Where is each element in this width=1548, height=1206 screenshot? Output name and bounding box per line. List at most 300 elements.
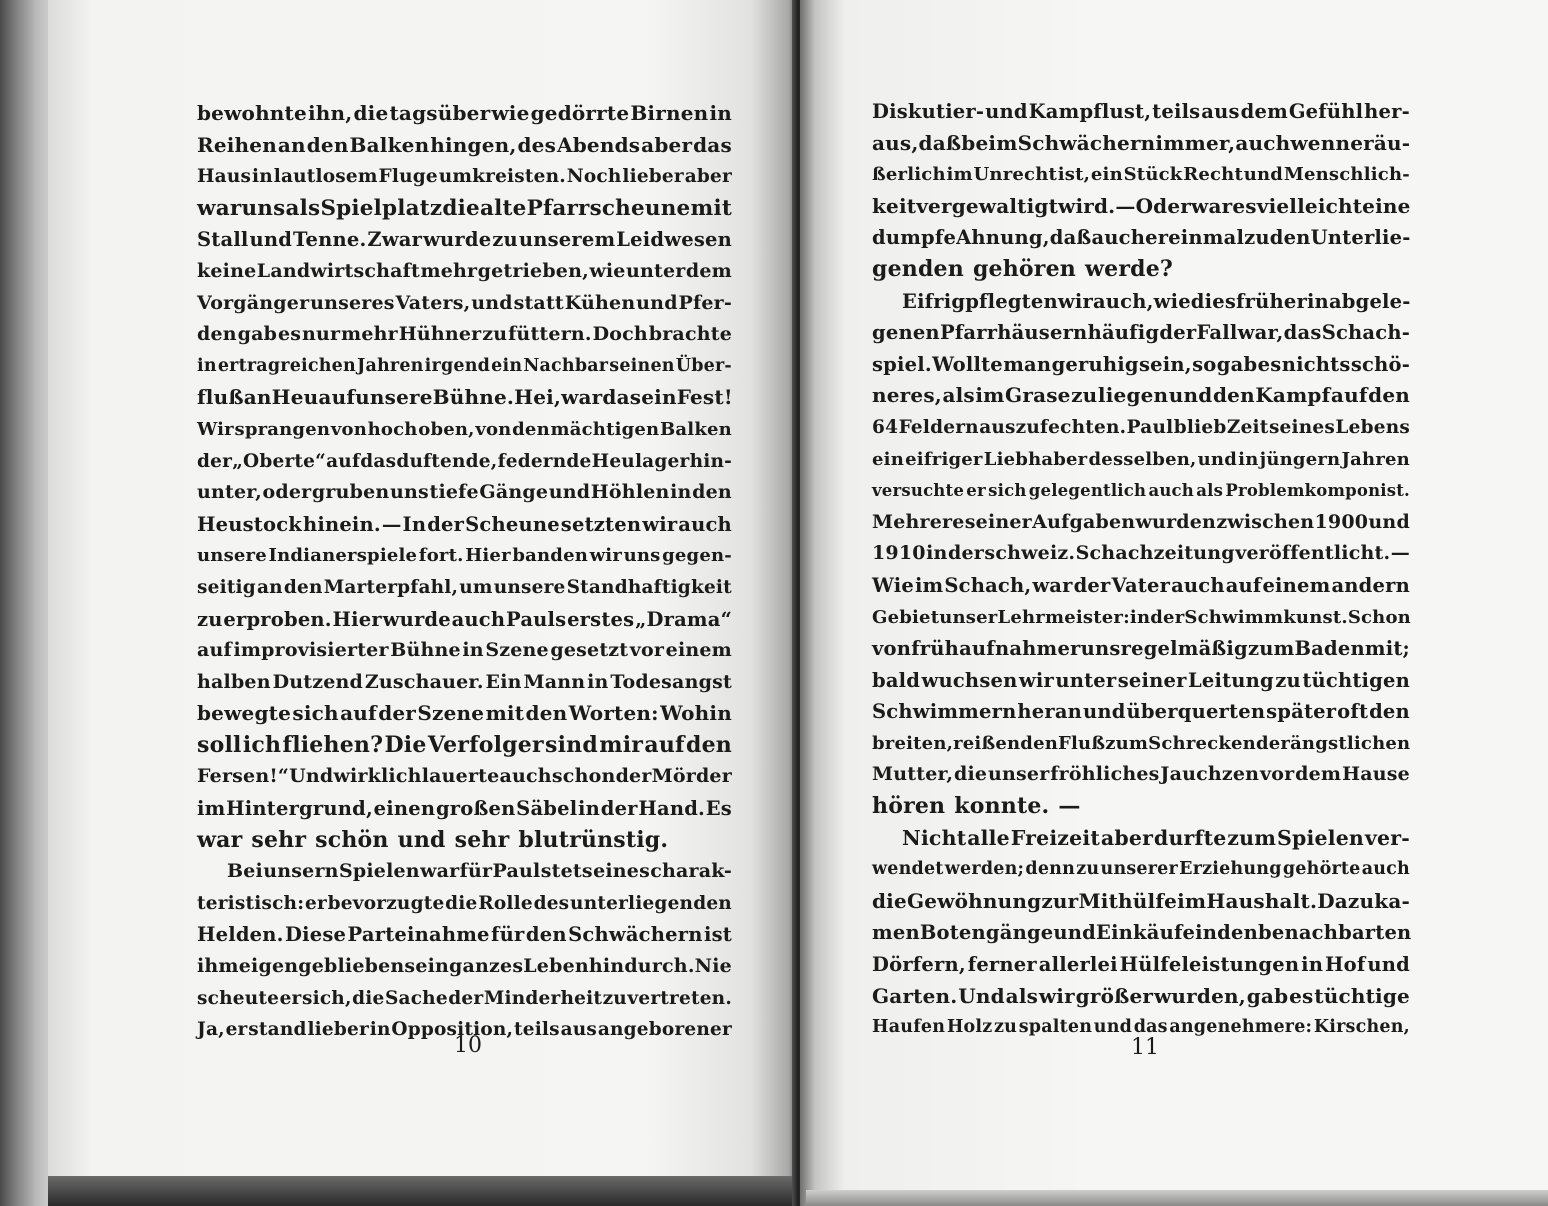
word: den — [525, 701, 568, 726]
word: alle — [967, 825, 1010, 850]
word: einem — [1262, 573, 1331, 597]
word: des — [517, 132, 557, 157]
word: in — [709, 101, 732, 125]
word: seiner — [964, 510, 1032, 533]
text-line — [872, 570, 1410, 602]
word: gegen- — [662, 545, 732, 567]
word: sehr — [454, 826, 510, 853]
word: Es — [705, 797, 732, 821]
word: — — [1115, 193, 1136, 218]
word: aber — [684, 166, 732, 188]
word: duftende, — [396, 450, 498, 472]
word: einem — [665, 639, 732, 662]
word: der — [1150, 606, 1185, 628]
word: der — [1073, 573, 1111, 597]
word: Bühne — [390, 639, 461, 662]
word: Mörder — [651, 765, 732, 788]
word: sich, — [302, 987, 352, 1009]
word: lautlosem — [273, 166, 378, 188]
word: Balken — [660, 418, 732, 440]
text-line — [872, 791, 1410, 823]
word: Noch — [566, 166, 622, 188]
word: im — [914, 573, 944, 597]
text-line — [197, 193, 732, 225]
word: auf — [959, 637, 995, 661]
word: spiel. — [872, 352, 932, 376]
word: Leitung — [1187, 668, 1274, 692]
word: auf — [318, 385, 356, 410]
word: Parteinahme — [347, 923, 490, 947]
text-line — [197, 98, 732, 130]
word: auf — [326, 450, 361, 472]
word: Pfer- — [678, 291, 732, 314]
word: und — [636, 291, 678, 314]
word: andern — [1331, 573, 1410, 597]
text-line — [197, 793, 732, 825]
word: Erziehung — [1179, 859, 1282, 880]
word: unter — [1055, 668, 1117, 692]
text-line — [197, 604, 732, 636]
word: sind — [545, 731, 598, 758]
word: seitig — [197, 576, 256, 598]
word: auch — [499, 765, 552, 788]
word: für — [491, 923, 525, 947]
word: Pfarrhäusern — [939, 321, 1088, 345]
word: Fluß — [1058, 732, 1106, 754]
word: dem — [685, 259, 732, 282]
text-line — [872, 412, 1410, 444]
word: in — [462, 639, 484, 662]
word: ka- — [1374, 888, 1410, 913]
word: genden — [872, 255, 964, 282]
word: häufig — [1087, 321, 1160, 345]
word: seiner — [1117, 668, 1187, 692]
word: Vaters, — [395, 291, 471, 314]
word: desselben, — [1088, 448, 1197, 470]
word: und — [1368, 510, 1410, 533]
word: wir — [589, 545, 623, 567]
word: angenehmere: — [1169, 1017, 1313, 1038]
word: zur — [1041, 888, 1079, 913]
word: charak- — [650, 860, 732, 883]
word: den — [525, 923, 567, 947]
word: die — [353, 101, 389, 125]
word: banden — [512, 545, 589, 567]
word: Eifrig — [902, 289, 966, 313]
word: mit — [485, 701, 525, 726]
word: wir — [1018, 668, 1054, 692]
word: Helden. — [197, 923, 284, 947]
word: irgend — [424, 355, 491, 376]
word: es — [1232, 193, 1257, 218]
word: Paul — [492, 860, 541, 883]
word: Nie — [694, 955, 732, 978]
word: sein — [404, 955, 450, 978]
word: in — [1238, 448, 1259, 470]
word: der — [427, 512, 465, 536]
word: bevorzugte — [327, 892, 445, 914]
word: in — [1301, 953, 1324, 977]
word: In — [402, 512, 427, 536]
word: überquerten — [1126, 700, 1266, 724]
word: Mehrere — [872, 510, 965, 533]
word: im — [197, 797, 226, 821]
word: füttern. — [508, 323, 592, 346]
word: den — [283, 576, 323, 598]
word: Schwächern — [1017, 130, 1156, 155]
word: Kampflust, — [1028, 100, 1152, 123]
left-page-bottom-shadow — [48, 1176, 796, 1206]
word: ein — [1090, 164, 1123, 186]
word: blieb — [1173, 416, 1227, 438]
text-line — [872, 475, 1410, 507]
word: den — [686, 731, 732, 758]
word: Doch — [592, 323, 648, 346]
word: und — [1197, 448, 1238, 470]
word: auf — [1225, 573, 1262, 597]
word: und — [1053, 921, 1096, 945]
word: er — [966, 481, 986, 501]
word: den — [1369, 700, 1410, 724]
word: einen — [373, 797, 436, 821]
word: Spielplatz — [320, 195, 443, 221]
text-line — [872, 380, 1410, 412]
text-line — [872, 222, 1410, 254]
word: die — [953, 763, 988, 786]
word: Wollte — [932, 352, 1003, 376]
word: den — [1368, 383, 1410, 408]
word: so — [1192, 352, 1217, 376]
word: Stall — [197, 228, 249, 252]
word: allerlei — [1038, 953, 1118, 977]
word: Todesangst — [610, 670, 732, 693]
word: fort. — [418, 545, 464, 567]
word: der — [448, 987, 484, 1009]
word: unsere — [493, 576, 566, 598]
word: aus — [1201, 100, 1240, 123]
text-line — [197, 919, 732, 951]
word: Wir — [197, 418, 234, 440]
word: in — [1306, 289, 1329, 313]
word: Die — [384, 731, 427, 758]
word: es — [1257, 352, 1282, 376]
word: uns — [241, 195, 286, 221]
word: wie — [1153, 289, 1191, 313]
word: Ahnung, — [956, 226, 1050, 250]
word: zu — [1244, 226, 1270, 250]
word: — — [381, 512, 402, 536]
word: veröffentlicht. — [1235, 542, 1391, 565]
word: versuchte — [872, 481, 965, 501]
text-line — [197, 288, 732, 320]
word: eines — [593, 860, 650, 883]
text-line — [872, 633, 1410, 665]
word: Stück — [1123, 164, 1183, 186]
word: sprangen — [234, 418, 331, 440]
word: dem — [1295, 763, 1342, 786]
word: abgele- — [1328, 289, 1411, 313]
word: angeborener — [597, 1019, 732, 1041]
word: unsere — [197, 545, 267, 567]
word: in — [1195, 921, 1218, 945]
word: „Oberte“ — [232, 450, 326, 472]
word: Menschlich- — [1283, 164, 1410, 186]
word: bald — [872, 668, 921, 692]
word: Zuschauer. — [364, 670, 484, 693]
word: federnde — [497, 450, 592, 472]
word: denn — [1025, 859, 1076, 880]
word: zum — [1227, 825, 1277, 850]
word: hingen, — [430, 132, 517, 157]
word: Mithülfe — [1078, 888, 1178, 913]
word: alte — [479, 195, 527, 221]
word: er — [1057, 637, 1081, 661]
text-line — [197, 382, 732, 414]
word: immer, — [1155, 130, 1236, 155]
word: und — [249, 228, 293, 252]
text-line — [197, 698, 732, 730]
text-line — [872, 128, 1410, 160]
word: Hier — [332, 607, 382, 631]
word: der — [600, 797, 638, 821]
word: den — [692, 481, 732, 504]
text-line — [872, 886, 1410, 918]
right-page-text — [872, 96, 1410, 1044]
word: ertragreichen — [217, 355, 356, 376]
word: einmal — [1168, 226, 1245, 250]
word: Birnen — [630, 101, 709, 125]
word: vor — [629, 639, 665, 662]
left-page-text — [197, 98, 732, 1046]
word: Oder — [1135, 193, 1192, 218]
text-line — [197, 825, 732, 857]
word: Kampf — [1255, 383, 1331, 408]
word: zu — [197, 607, 223, 631]
word: in — [587, 670, 609, 693]
word: großen — [435, 797, 516, 821]
word: heran — [1017, 700, 1083, 724]
word: wuchsen — [921, 668, 1018, 692]
word: Wie — [872, 573, 914, 597]
word: Gänge — [479, 481, 549, 504]
word: in — [578, 797, 601, 821]
word: Leidwesen — [616, 228, 732, 252]
word: Hier — [465, 545, 511, 567]
word: zu — [602, 987, 627, 1009]
word: eine — [1362, 193, 1411, 218]
word: und — [397, 826, 446, 853]
word: er — [225, 1019, 248, 1041]
word: Rolle — [478, 892, 533, 914]
word: an — [243, 385, 272, 410]
word: in — [926, 542, 948, 565]
word: Paul — [1126, 416, 1174, 438]
text-line — [197, 351, 732, 383]
word: den — [1217, 921, 1258, 945]
word: spalten — [1018, 1017, 1093, 1038]
word: aus, — [872, 130, 919, 155]
word: tiefe — [429, 481, 479, 504]
word: gab — [1216, 352, 1258, 376]
word: Baden — [1294, 637, 1365, 661]
word: teristisch: — [197, 892, 305, 914]
word: in — [1129, 606, 1151, 628]
right-page — [800, 0, 1548, 1206]
word: war — [197, 826, 243, 853]
word: hören — [872, 793, 946, 820]
word: als — [1196, 481, 1224, 501]
word: vielleicht — [1256, 193, 1363, 218]
word: Opposition, — [391, 1019, 514, 1041]
text-line — [197, 446, 732, 478]
left-page — [48, 0, 796, 1176]
word: dumpfe — [872, 226, 957, 250]
word: des — [533, 892, 570, 914]
word: die — [445, 892, 478, 914]
word: unter — [625, 259, 686, 282]
word: später — [1266, 700, 1337, 724]
word: keit — [872, 193, 917, 218]
word: ist, — [1057, 164, 1091, 186]
word: sich — [988, 481, 1027, 501]
word: beim — [961, 130, 1018, 155]
word: wenn — [1290, 130, 1351, 155]
word: zum — [1105, 732, 1149, 754]
word: zu — [492, 228, 518, 252]
word: und — [985, 100, 1028, 123]
word: auch — [451, 607, 506, 631]
word: dem — [1240, 100, 1288, 123]
word: — — [1058, 793, 1081, 820]
word: — — [1390, 542, 1410, 565]
word: tüchtige — [1314, 983, 1410, 1008]
word: jüngern — [1259, 448, 1341, 470]
word: und — [1168, 383, 1213, 408]
word: Aufgaben — [1032, 510, 1136, 533]
word: uns — [1080, 637, 1121, 661]
word: vergewaltigt — [916, 193, 1059, 218]
word: unser — [939, 606, 998, 628]
word: an — [277, 132, 306, 157]
word: die — [352, 987, 385, 1009]
word: ein — [641, 385, 677, 410]
word: Spielen — [1276, 825, 1365, 850]
word: hin- — [689, 450, 732, 472]
word: Gewöhnung — [906, 888, 1042, 913]
word: auf — [340, 701, 377, 726]
word: früh — [911, 637, 960, 661]
word: Worten: — [568, 701, 659, 726]
word: das — [602, 385, 642, 410]
word: Liebhaber — [983, 448, 1088, 470]
text-line — [197, 635, 732, 667]
word: Zeit — [1226, 416, 1269, 438]
word: teils — [1152, 100, 1201, 123]
word: zu — [482, 323, 508, 346]
text-line — [872, 728, 1410, 760]
word: um — [459, 576, 493, 598]
word: und — [1243, 164, 1284, 186]
word: im — [946, 164, 973, 186]
word: im — [975, 383, 1005, 408]
word: erstes — [567, 607, 635, 631]
word: Szene — [417, 701, 485, 726]
word: gab — [1246, 983, 1289, 1008]
word: Hühner — [398, 323, 482, 346]
word: von — [475, 418, 512, 440]
word: ferner — [967, 953, 1037, 977]
word: konnte. — [954, 793, 1050, 820]
word: mit; — [1364, 637, 1410, 661]
text-line — [872, 159, 1410, 191]
word: Vorgänger — [197, 291, 310, 314]
word: schö- — [1350, 352, 1410, 376]
text-line — [197, 414, 732, 446]
word: bewohnte — [197, 101, 307, 125]
word: Balken — [349, 132, 430, 157]
word: reißenden — [953, 732, 1059, 754]
word: Schwimmkunst. — [1184, 606, 1348, 628]
text-line — [872, 917, 1410, 949]
word: erproben. — [223, 607, 332, 631]
right-page-bottom-edge — [806, 1190, 1548, 1206]
word: lieber — [622, 166, 684, 188]
word: Landwirtschaft — [256, 259, 421, 282]
word: sehr — [251, 826, 307, 853]
word: getrieben, — [477, 259, 589, 282]
word: stand — [248, 1019, 307, 1041]
word: er — [305, 892, 327, 914]
word: Schach, — [944, 573, 1032, 597]
word: geblieben — [298, 955, 405, 978]
word: Spielen — [338, 860, 420, 883]
word: auszufechten. — [979, 416, 1127, 438]
text-line — [197, 477, 732, 509]
word: nahm — [994, 637, 1058, 661]
word: in — [670, 481, 692, 504]
word: Vater — [1111, 573, 1171, 597]
word: er — [279, 987, 302, 1009]
word: auch — [1235, 130, 1291, 155]
word: tüchtigen — [1302, 668, 1410, 692]
word: die — [872, 888, 907, 913]
word: größer — [1075, 983, 1154, 1008]
text-line — [872, 981, 1410, 1013]
word: wurde — [382, 607, 451, 631]
word: Hei, — [514, 385, 562, 410]
word: den — [1212, 383, 1255, 408]
word: Unrecht — [973, 164, 1058, 186]
word: Standhaftigkeit — [566, 576, 732, 598]
word: gehören — [972, 255, 1076, 282]
word: unserem — [518, 228, 616, 252]
text-line — [197, 983, 732, 1015]
text-line — [197, 730, 732, 762]
text-line — [872, 444, 1410, 476]
word: das — [360, 450, 397, 472]
word: unsere — [355, 385, 433, 410]
word: gehörte — [1282, 859, 1361, 880]
word: gedörrte — [530, 101, 630, 125]
word: war — [561, 385, 603, 410]
word: wurden — [1135, 510, 1217, 533]
word: werden; — [944, 859, 1025, 880]
word: die — [442, 195, 480, 221]
word: stets — [540, 860, 593, 883]
word: wendet — [872, 859, 944, 880]
word: gesetzt — [550, 639, 629, 662]
text-line — [872, 696, 1410, 728]
